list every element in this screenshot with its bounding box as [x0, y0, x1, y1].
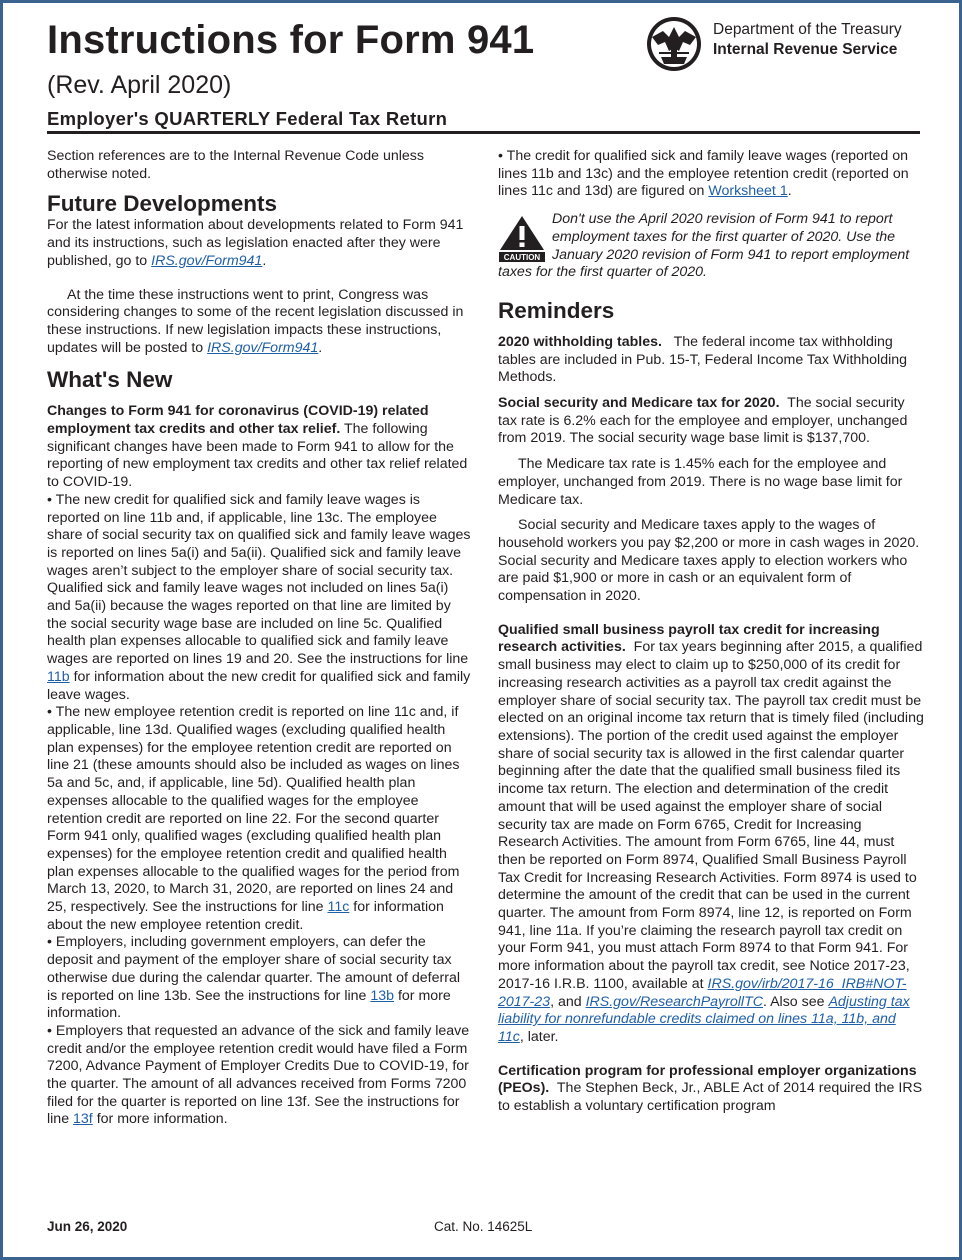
bullet2-end: for information about the new employee retention credit. — [47, 899, 444, 933]
bullet5-end: . — [787, 183, 792, 200]
line-11c-link[interactable]: 11c — [327, 899, 350, 916]
future-p2-text: At the time these instructions went to print, Congress was considering changes to some of the recent legislation discussed in these instructions. If new legislation impacts these instructions, updates will be posted to — [47, 286, 464, 356]
withholding-runin: 2020 withholding tables. — [498, 333, 662, 350]
bullet-sick-leave-credit — [47, 492, 472, 704]
bullet3-text: • Employers, including government employers, can defer the deposit and payment of the employer share of social security tax otherwise due during the calendar quarter. The amount of deferral is reported on line 13b. See the instructions for line — [47, 934, 461, 1004]
caution-text: Don't use the April 2020 revision of Form 941 to report employment taxes for the first quarter of 2020. Use the January 2020 revision of Form 941 to report employment taxes for the first quarter of 2020. — [498, 211, 910, 281]
covid-changes-text: The following significant changes have been made to Form 941 to allow for the reporting of new employment tax credits and other tax relief related to COVID-19. — [47, 421, 468, 491]
covid-changes-runin: Changes to Form 941 for coronavirus (COVID-19) related employment tax credits and other tax relief. — [47, 403, 429, 438]
intro-paragraph: Section references are to the Internal Revenue Code unless otherwise noted. — [47, 148, 424, 182]
caution-box — [498, 211, 924, 282]
future-p2-end: . — [318, 339, 323, 356]
header-divider — [47, 131, 920, 134]
future-paragraph-1 — [47, 217, 472, 270]
irs-form941-link[interactable]: IRS.gov/Form941 — [151, 252, 263, 269]
qsb-text: For tax years beginning after 2015, a qualified small business may elect to claim up to $250,000 of its credit for increasing research activities as a payroll tax credit against the employer share of social security tax. The payroll tax credit must be elected on an original income tax return that is timely filed (including extensions). The portion of the credit used against the employer share of social security tax is allowed in the first calendar quarter beginning after the date that the qualified small business filed its income tax return. The election and determination of the credit amount that will be used against the employer share of social security tax are made on Form 6765, Credit for Increasing Research Activities. The amount from Form 6765, line 44, must then be reported on Form 8974, Qualified Small Business Payroll Tax Credit for Increasing Research Activities. Form 8974 is used to determine the amount of the credit that can be used in the current quarter. The amount from Form 8974, line 12, is reported on Form 941, line 11a. If you’re claiming the research payroll tax credit on your Form 941, you must attach Form 8974 to that Form 941. For more information about the payroll tax credit, see Notice 2017-23, 2017-16 I.R.B. 1100, available at — [498, 639, 924, 992]
future-paragraph-2 — [47, 287, 472, 358]
catalog-number: Cat. No. 14625L — [434, 1219, 533, 1234]
irb-notice-link[interactable]: IRS.gov/irb/2017-16_IRB#NOT-2017-23 — [498, 975, 907, 1010]
qsb-mid2: . Also see — [762, 993, 829, 1010]
bullet-retention-credit — [47, 704, 472, 934]
peo-runin: Certification program for professional employer organizations (PEOs). — [498, 1062, 917, 1097]
line-13b-link[interactable]: 13b — [370, 987, 395, 1004]
medicare-paragraph: The Medicare tax rate is 1.45% each for the employee and employer, unchanged from 2019. There is no wage base limit for Medicare tax. — [498, 456, 903, 508]
line-11b-link[interactable]: 11b — [47, 668, 70, 685]
bullet2-text: • The new employee retention credit is reported on line 11c and, if applicable, line 13d. Qualified wages (excluding qualified health plan expenses) for the employee retention credit are reported on line 21 (these amounts should also be included as wages on lines 5a and 5c, and, if applicable, line 5d). Qualified health plan expenses allocable to the qualified wages for the employee retention credit are reported on line 22. For the second quarter Form 941 only, qualified wages (excluding qualified health plan expenses) for the employee retention credit and qualified health plan expenses allocable to the qualified wages for the period from March 13, 2020, to March 31, 2020, are reported on lines 24 and 25, respectively. See the instructions for line — [47, 704, 460, 916]
bullet5-text: • The credit for qualified sick and family leave wages (reported on lines 11b and 13c) and the employee retention credit (reported on lines 11c and 13d) are figured on — [498, 148, 909, 200]
future-p1-end: . — [262, 252, 267, 269]
line-13f-link[interactable]: 13f — [73, 1111, 93, 1128]
agency-department: Department of the Treasury — [713, 21, 902, 38]
withholding-text: The federal income tax withholding tables are included in Pub. 15-T, Federal Income Tax Withholding Methods. — [498, 333, 908, 386]
bullet1-text: • The new credit for qualified sick and family leave wages is reported on line 11b and, if applicable, line 13c. The employee share of social security tax on qualified sick and family leave wages is reported on lines 5a(i) and 5a(ii). Qualified sick and family leave wages aren’t subject to the employer share of social security tax. Qualified sick and family leave wages not included on lines 5a(i) and 5a(ii) because the wages reported on that line are limited by the social security wage base are included on line 5c. Qualified health plan expenses allocable to qualified sick and family leave wages are reported on lines 19 and 20. See the instructions for line — [47, 491, 471, 668]
irs-form941-link-2[interactable]: IRS.gov/Form941 — [207, 339, 319, 356]
caution-triangle-icon — [498, 214, 546, 262]
caution-label: CAUTION — [503, 253, 541, 263]
qsb-runin: Qualified small business payroll tax credit for increasing research activities. — [498, 621, 880, 656]
bullet4-end: for more information. — [92, 1111, 228, 1128]
qsb-paragraph — [498, 622, 924, 1047]
adjusting-liability-link[interactable]: Adjusting tax liability for nonrefundable credits claimed on lines 11a, 11b, and 11c — [498, 993, 910, 1045]
agency-irs: Internal Revenue Service — [713, 41, 898, 58]
footer-date: Jun 26, 2020 — [47, 1219, 128, 1234]
whats-new-heading: What's New — [47, 367, 173, 393]
left-column — [47, 148, 472, 1129]
qsb-mid1: , and — [550, 993, 586, 1010]
page-title: Instructions for Form 941 — [47, 18, 535, 62]
withholding-paragraph — [498, 334, 924, 387]
research-payroll-link[interactable]: IRS.gov/ResearchPayrollTC — [585, 993, 763, 1010]
right-column — [498, 148, 924, 1116]
form-subtitle: Employer's QUARTERLY Federal Tax Return — [47, 108, 448, 129]
ss-medicare-paragraph — [498, 395, 924, 448]
reminders-heading: Reminders — [498, 297, 615, 323]
peo-text: The Stephen Beck, Jr., ABLE Act of 2014 required the IRS to establish a voluntary certification program — [498, 1080, 923, 1115]
bullet3-end: for more information. — [47, 987, 451, 1022]
future-developments-heading: Future Developments — [47, 191, 278, 217]
household-workers-paragraph: Social security and Medicare taxes apply to the wages of household workers you pay $2,200 or more in cash wages in 2020. Social security and Medicare taxes apply to election workers who are paid $1,900 or more in cash or an equivalent form of compensation in 2020. — [498, 517, 920, 605]
worksheet-1-link[interactable]: Worksheet 1 — [708, 183, 788, 200]
bullet4-text: • Employers that requested an advance of the sick and family leave credit and/or the employee retention credit would have filed a Form 7200, Advance Payment of Employer Credits Due to COVID-19, for the quarter. The amount of all advances received from Forms 7200 filed for the quarter is reported on line 13f. See the instructions for line — [47, 1022, 470, 1128]
revision-date: (Rev. April 2020) — [47, 71, 232, 99]
ss-medicare-text: The social security tax rate is 6.2% each for the employee and employer, unchanged from 2019. The social security wage base limit is $137,700. — [498, 395, 908, 447]
future-p1-text: For the latest information about developments related to Form 941 and its instructions, such as legislation enacted after they were published, go to — [47, 217, 464, 269]
bullet-deferral — [47, 934, 472, 1023]
ss-medicare-runin: Social security and Medicare tax for 2020. — [498, 395, 780, 412]
bullet1-end: for information about the new credit for qualified sick and family leave wages. — [47, 668, 471, 703]
bullet-advance-payment — [47, 1023, 472, 1129]
peo-certification-paragraph — [498, 1063, 924, 1116]
qsb-end: , later. — [519, 1028, 559, 1045]
agency-name — [713, 20, 902, 60]
bullet-worksheet — [498, 148, 924, 201]
irs-eagle-seal-icon — [641, 15, 707, 73]
covid-changes-paragraph — [47, 403, 472, 492]
